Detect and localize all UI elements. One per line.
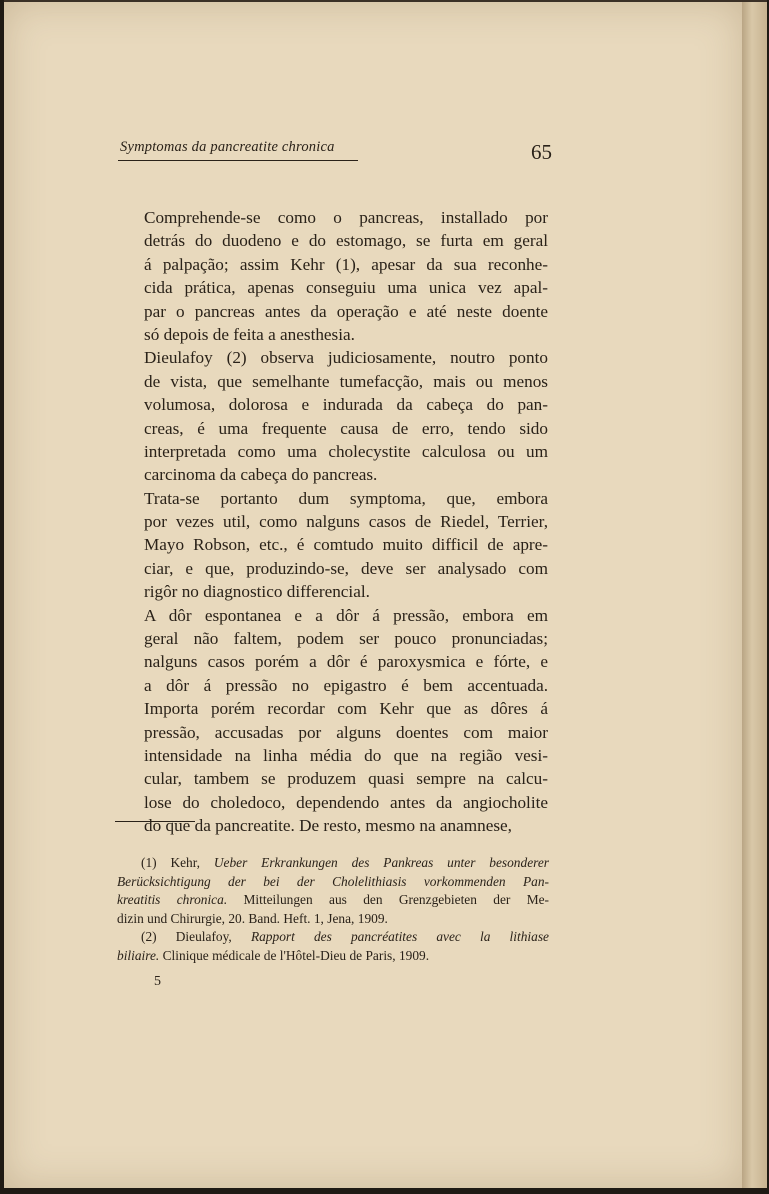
body-line: interpretada como uma cholecystite calculosa ou um (144, 441, 548, 461)
page-number: 65 (531, 140, 552, 164)
body-line: Mayo Robson, etc., é comtudo muito difficil de apre- (144, 535, 548, 555)
footnote-1-line (117, 854, 549, 873)
footnote-2-line (117, 928, 549, 947)
body-line: Trata-se portanto dum symptoma, que, embora (144, 488, 548, 508)
body-line: carcinoma da cabeça do pancreas. (144, 465, 378, 485)
footnote-1-line (117, 873, 549, 892)
footnote-2-line (117, 947, 549, 966)
body-text (144, 206, 548, 838)
footnote-1-line (117, 910, 549, 929)
body-line: intensidade na linha média do que na região vesi- (144, 745, 548, 765)
body-line: ciar, e que, produzindo-se, deve ser analysado com (144, 558, 548, 578)
body-line: par o pancreas antes da operação e até neste doente (144, 301, 548, 321)
body-line: Comprehende-se como o pancreas, installado por (144, 208, 548, 227)
body-line: geral não faltem, podem ser pouco pronunciadas; (144, 629, 548, 649)
body-line: a dôr á pressão no epigastro é bem accentuada. (144, 675, 548, 695)
body-line: do que da pancreatite. De resto, mesmo na anamnese, (144, 816, 512, 836)
body-line: detrás do duodeno e do estomago, se furta em geral (144, 231, 548, 251)
body-line: creas, é uma frequente causa de erro, tendo sido (144, 418, 548, 438)
footnote-2-author: (2) Dieulafoy, (141, 929, 251, 944)
running-title: Symptomas da pancreatite chronica (120, 139, 335, 155)
footnote-1-title: Ueber Erkrankungen des Pankreas unter besonderer (213, 855, 550, 870)
running-header (118, 137, 552, 167)
header-rule (118, 160, 358, 161)
body-line: de vista, que semelhante tumefacção, mais ou menos (144, 371, 548, 391)
body-line: cida prática, apenas conseguiu uma unica vez apal- (144, 278, 548, 298)
footnote-1-title: kreatitis chronica. (117, 892, 228, 907)
footnote-1-title: Berücksichtigung der bei der Cholelithiasis vorkommenden Pan- (117, 873, 549, 889)
body-line: á palpação; assim Kehr (1), apesar da sua reconhe- (144, 254, 548, 274)
footnote-1-source: Mitteilungen aus den Grenzgebieten der Me- (227, 892, 549, 907)
body-line: cular, tambem se produzem quasi sempre na calcu- (144, 769, 548, 789)
footnote-1-source: dizin und Chirurgie, 20. Band. Heft. 1, Jena, 1909. (117, 910, 388, 926)
body-line: Importa porém recordar com Kehr que as dôres á (144, 699, 548, 719)
body-line: pressão, accusadas por alguns doentes com maior (144, 722, 548, 742)
body-line: Dieulafoy (2) observa judiciosamente, noutro ponto (144, 348, 548, 368)
body-line: volumosa, dolorosa e indurada da cabeça do pan- (144, 395, 548, 415)
footnote-2-title: biliaire. (117, 947, 160, 963)
body-line: nalguns casos porém a dôr é paroxysmica e fórte, e (144, 652, 548, 672)
footnote-2-source: Clinique médicale de l'Hôtel-Dieu de Paris, 1909. (159, 947, 430, 963)
signature-mark: 5 (154, 974, 161, 989)
page-stack-edge (742, 2, 767, 1188)
footnote-1-author: (1) Kehr, (141, 855, 214, 870)
footnotes (117, 854, 549, 965)
body-line: rigôr no diagnostico differencial. (144, 582, 370, 602)
body-line: só depois de feita a anesthesia. (144, 324, 355, 344)
body-line: lose do choledoco, dependendo antes da angiocholite (144, 792, 548, 812)
body-line: por vezes util, como nalguns casos de Riedel, Terrier, (144, 512, 548, 532)
body-line: A dôr espontanea e a dôr á pressão, embora em (144, 605, 548, 625)
footnote-1-line (117, 891, 549, 910)
footnote-rule (115, 821, 195, 822)
footnote-2-title: Rapport des pancréatites avec la lithiase (250, 929, 549, 944)
